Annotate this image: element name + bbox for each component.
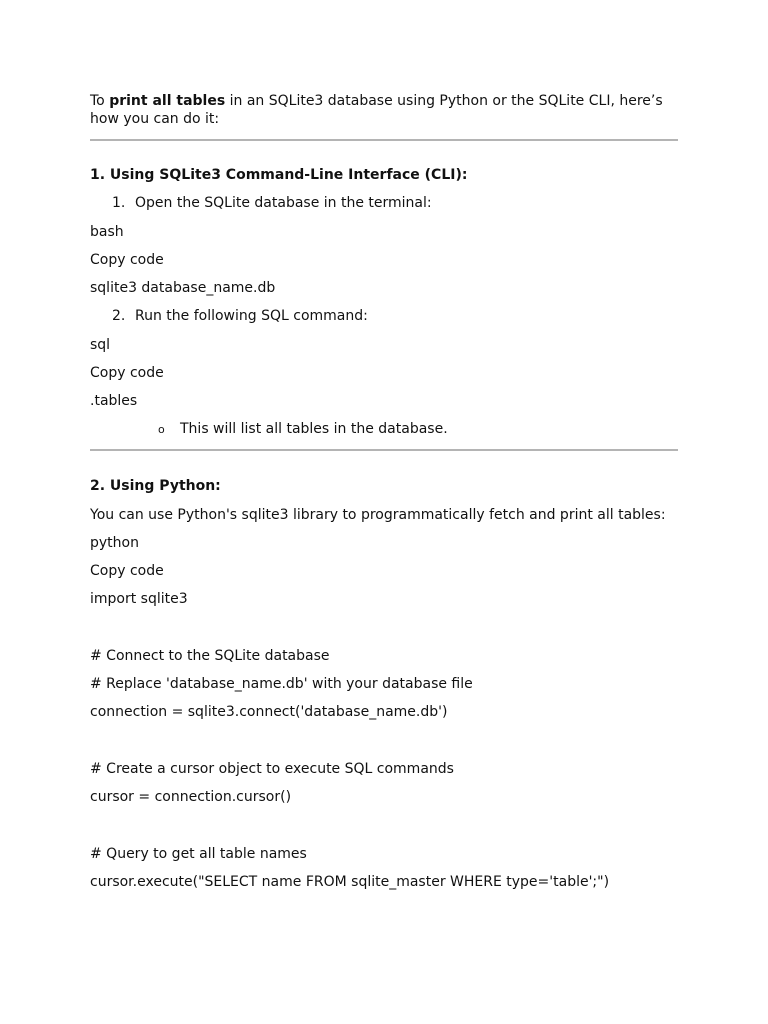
bullet-item bbox=[158, 420, 448, 439]
copy-code-button[interactable]: Copy code bbox=[90, 365, 164, 381]
code-language-label: sql bbox=[90, 337, 111, 353]
bullet-text: This will list all tables in the database. bbox=[180, 421, 448, 437]
code-line: # Connect to the SQLite database bbox=[90, 648, 330, 664]
section1-heading: 1. Using SQLite3 Command-Line Interface (CLI): bbox=[90, 167, 468, 183]
code-line: # Replace 'database_name.db' with your database file bbox=[90, 676, 473, 692]
step-number: 1. bbox=[112, 195, 126, 211]
code-line: # Create a cursor object to execute SQL commands bbox=[90, 761, 454, 777]
bullet-marker: o bbox=[158, 423, 165, 436]
intro-bold-phrase: print all tables bbox=[109, 93, 226, 109]
step-item bbox=[112, 307, 368, 325]
code-line: # Query to get all table names bbox=[90, 846, 307, 862]
step-number: 2. bbox=[112, 308, 126, 324]
code-line: cursor.execute("SELECT name FROM sqlite_master WHERE type='table';") bbox=[90, 874, 610, 890]
code-line: cursor = connection.cursor() bbox=[90, 789, 292, 805]
code-line: connection = sqlite3.connect('database_name.db') bbox=[90, 704, 448, 720]
code-language-label: bash bbox=[90, 224, 124, 240]
copy-code-button[interactable]: Copy code bbox=[90, 563, 164, 579]
intro-paragraph bbox=[90, 92, 680, 128]
divider bbox=[90, 139, 678, 141]
section2-description: You can use Python's sqlite3 library to programmatically fetch and print all tables: bbox=[90, 507, 666, 523]
code-line: .tables bbox=[90, 393, 138, 409]
section2-heading: 2. Using Python: bbox=[90, 478, 221, 494]
divider bbox=[90, 449, 678, 451]
intro-suffix: in an SQLite3 database using Python or the SQLite CLI, here’s how you can do it: bbox=[90, 93, 663, 127]
step-text: Open the SQLite database in the terminal: bbox=[135, 195, 432, 211]
step-item bbox=[112, 194, 432, 212]
code-language-label: python bbox=[90, 535, 139, 551]
copy-code-button[interactable]: Copy code bbox=[90, 252, 164, 268]
step-text: Run the following SQL command: bbox=[135, 308, 368, 324]
code-line: import sqlite3 bbox=[90, 591, 188, 607]
intro-prefix: To bbox=[90, 93, 110, 109]
code-line: sqlite3 database_name.db bbox=[90, 280, 276, 296]
